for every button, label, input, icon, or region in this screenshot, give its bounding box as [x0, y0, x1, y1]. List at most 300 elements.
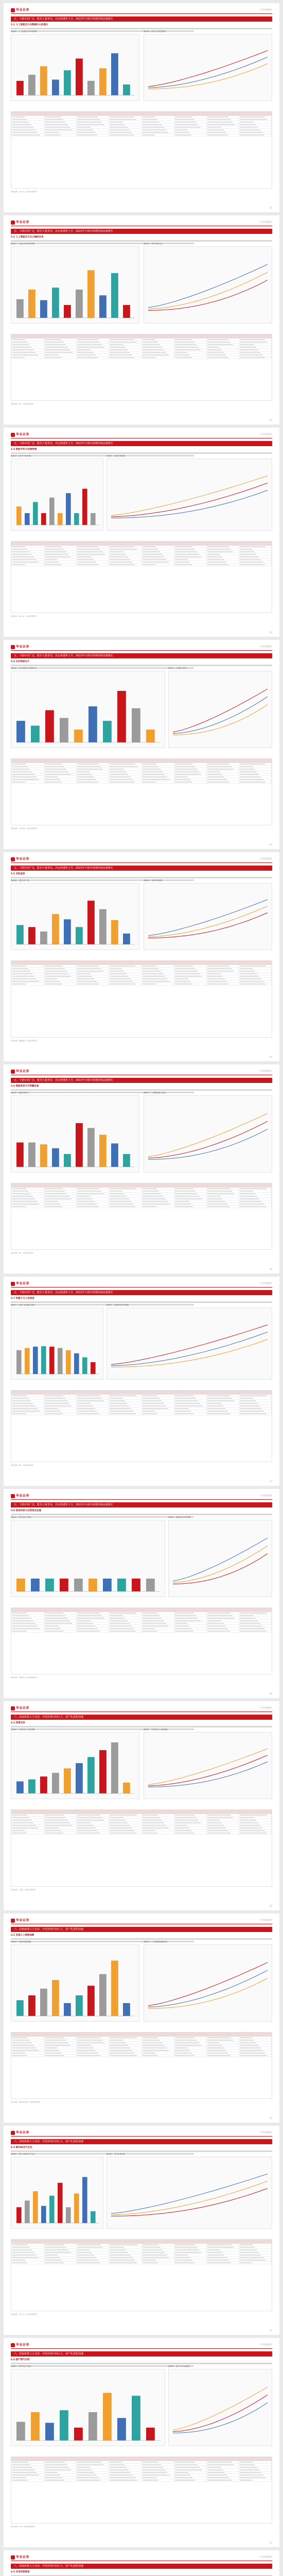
- table-header-cell: [44, 2033, 77, 2037]
- table-cell: [174, 1413, 206, 1415]
- decorative-line-graphic: [169, 671, 272, 748]
- bar-shape: [99, 909, 107, 944]
- trend-line: [111, 1325, 268, 1365]
- report-type-label: 行业深度报告: [260, 1282, 272, 1284]
- figure-b: [168, 1520, 272, 1597]
- text-line: [11, 879, 194, 881]
- table-cell: [109, 983, 142, 986]
- trend-line: [173, 1554, 268, 1584]
- table-cell: [206, 1206, 239, 1208]
- bar-shape: [16, 925, 24, 944]
- logo-mark-icon: [11, 2555, 15, 2560]
- body-paragraph: [11, 27, 272, 33]
- table-cell: [142, 1832, 174, 1835]
- logo-text: 华金证券: [16, 2555, 30, 2559]
- table-header-cell: [174, 961, 206, 965]
- bar-shape: [111, 53, 118, 95]
- figure-a: [11, 1732, 139, 1799]
- report-type-label: 行业深度报告: [260, 1919, 272, 1921]
- bar-shape: [58, 1348, 63, 1374]
- table-header-cell: [44, 542, 77, 546]
- table-cell: [142, 1206, 174, 1208]
- bar-shape: [74, 513, 79, 525]
- figure-a-caption: 图表60：国内主要AI芯片企业: [11, 2153, 35, 2155]
- table-cell: [142, 564, 174, 566]
- table-cell: [109, 1630, 142, 1633]
- table-header-cell: [44, 335, 77, 338]
- decorative-bar-graphic: [11, 884, 139, 950]
- logo-text: 华金证券: [16, 857, 30, 861]
- brand-logo: [11, 432, 29, 437]
- bar-shape: [123, 934, 130, 944]
- table-cell: [239, 2055, 271, 2057]
- bar-shape: [91, 513, 96, 525]
- text-line: [11, 243, 194, 244]
- table-header-cell: [12, 542, 44, 546]
- table-header-cell: [12, 961, 44, 965]
- figure-a-caption: 图表56：中国AI芯片市场规模: [11, 1728, 35, 1731]
- bar-shape: [111, 1742, 118, 1793]
- bar-shape: [87, 1986, 95, 2016]
- figure-b-caption: 图表47：车载算力需求: [168, 667, 187, 669]
- page-number: 52: [269, 2541, 272, 2544]
- table-cell: [206, 1832, 239, 1835]
- table-header-cell: [206, 542, 239, 546]
- page-topbar: [11, 2342, 272, 2349]
- subsection-title: 6.3 国内AI芯片企业: [11, 2146, 32, 2149]
- table-header-cell: [239, 1391, 271, 1395]
- report-page: [4, 1064, 279, 1274]
- table-cell: [77, 134, 109, 137]
- logo-mark-icon: [11, 2131, 15, 2135]
- page-number: 48: [269, 1692, 272, 1695]
- table-header-cell: [12, 1810, 44, 1814]
- report-type-label: 行业深度报告: [260, 433, 272, 435]
- figure-a: [11, 1520, 165, 1597]
- page-number: 45: [269, 1056, 272, 1058]
- table-cell: [142, 2262, 174, 2264]
- bar-shape: [132, 2396, 140, 2441]
- page-topbar: [11, 1493, 272, 1500]
- bar-shape: [89, 2412, 97, 2441]
- data-table: [11, 1391, 272, 1415]
- table-header-cell: [109, 2458, 142, 2461]
- text-line: [11, 877, 272, 878]
- table-cell: [109, 1206, 142, 1208]
- table-header-cell: [44, 112, 77, 116]
- bar-shape: [41, 1346, 46, 1374]
- page-number: 46: [269, 1268, 272, 1270]
- trend-line: [148, 1113, 268, 1157]
- bar-shape: [40, 1776, 47, 1793]
- figure-a: [11, 2157, 103, 2229]
- table-header-row: [12, 335, 272, 338]
- table-cell: [109, 2055, 142, 2057]
- bar-shape: [123, 84, 130, 95]
- table-header-cell: [109, 542, 142, 546]
- logo-mark-icon: [11, 1919, 15, 1923]
- logo-mark-icon: [11, 1070, 15, 1074]
- figure-b: [144, 883, 272, 950]
- table-header-cell: [206, 1184, 239, 1188]
- bar-shape: [45, 2423, 54, 2441]
- table-header-row: [12, 542, 272, 546]
- text-line: [11, 667, 194, 669]
- table-cell: [77, 781, 109, 784]
- figure-b: [168, 2369, 272, 2446]
- page-topbar: [11, 1918, 272, 1924]
- table-cell: [239, 1832, 271, 1835]
- logo-mark-icon: [11, 221, 15, 225]
- table-header-row: [12, 112, 272, 116]
- table-header-cell: [109, 335, 142, 338]
- table-header-cell: [77, 112, 109, 116]
- figure-a: [11, 34, 139, 101]
- figure-b-caption: 图表61：国产化率变化: [107, 2153, 125, 2155]
- table-header-cell: [77, 2033, 109, 2037]
- decorative-bar-graphic: [11, 35, 139, 100]
- logo-text: 华金证券: [16, 2131, 30, 2134]
- section-header: 六、国家政策大力支持，中国市场空间巨大，国产化进程加速: [11, 1927, 272, 1932]
- figure-b-caption: 图表55：智能语音市场规模: [168, 1516, 190, 1518]
- bar-shape: [58, 513, 63, 525]
- trend-line: [148, 280, 268, 311]
- figure-b: [144, 1944, 272, 2022]
- body-paragraph: [11, 451, 272, 457]
- table-header-cell: [142, 1184, 174, 1188]
- figure-c-table: [11, 1390, 272, 1462]
- table-cell: [109, 1832, 142, 1835]
- table-header-cell: [174, 1608, 206, 1612]
- table-cell: [12, 781, 44, 784]
- bar-shape: [117, 2418, 126, 2441]
- table-cell: [142, 2055, 174, 2057]
- table-cell: [239, 1206, 271, 1208]
- logo-text: 华金证券: [16, 1494, 30, 1498]
- table-cell: [109, 134, 142, 137]
- trend-line: [148, 50, 268, 87]
- text-line: [11, 1726, 272, 1727]
- trend-line: [111, 2189, 268, 2216]
- figure-b: [107, 2157, 272, 2229]
- bar-shape: [33, 1347, 38, 1374]
- data-table: [11, 334, 272, 359]
- page-topbar: [11, 856, 272, 863]
- bar-shape: [91, 1362, 96, 1374]
- bar-shape: [76, 290, 83, 318]
- table-cell: [77, 1630, 109, 1633]
- table-cell: [206, 2055, 239, 2057]
- bar-shape: [132, 1579, 140, 1591]
- page-number: 41: [269, 207, 272, 209]
- report-page: [4, 1913, 279, 2123]
- table-header-cell: [206, 2240, 239, 2244]
- bar-shape: [31, 2412, 40, 2441]
- report-type-label: 行业深度报告: [260, 2343, 272, 2346]
- bar-shape: [64, 70, 71, 95]
- report-type-label: 行业深度报告: [260, 1070, 272, 1072]
- table-header-row: [12, 2240, 272, 2244]
- bar-shape: [16, 2207, 22, 2223]
- bar-shape: [45, 1579, 54, 1591]
- bar-shape: [146, 2428, 155, 2441]
- table-header-cell: [77, 542, 109, 546]
- table-cell: [206, 2479, 239, 2482]
- table-header-cell: [206, 2458, 239, 2461]
- decorative-line-graphic: [144, 1945, 272, 2021]
- figure-c-table: [11, 2032, 272, 2099]
- trend-line: [148, 913, 268, 938]
- table-cell: [174, 357, 206, 359]
- table-header-cell: [77, 1391, 109, 1395]
- table-header-cell: [239, 112, 271, 116]
- trend-line: [173, 705, 268, 735]
- page-topbar: [11, 644, 272, 651]
- figure-a: [11, 1944, 139, 2022]
- table-header-cell: [109, 961, 142, 965]
- table-header-cell: [239, 2240, 271, 2244]
- trend-line: [111, 1340, 268, 1367]
- table-header-cell: [206, 1391, 239, 1395]
- table-cell: [239, 357, 271, 359]
- bar-shape: [103, 1579, 112, 1591]
- table-header-cell: [12, 2458, 44, 2461]
- figure-a-caption: 图表40：人工智能芯片市场规模: [11, 30, 37, 32]
- report-page: [4, 3, 279, 212]
- bar-shape: [66, 2207, 71, 2223]
- subsection-title: 5.2 人工智能芯片在云端的应用: [11, 236, 44, 239]
- bar-shape: [33, 2191, 38, 2223]
- source-note: 资料来源：公司官网，华金证券研究所: [11, 827, 38, 829]
- text-line: [11, 1089, 272, 1091]
- bar-shape: [82, 2177, 87, 2223]
- bar-shape: [117, 691, 126, 742]
- bar-shape: [28, 1995, 36, 2016]
- bar-shape: [16, 1579, 25, 1591]
- report-type-label: 行业深度报告: [260, 857, 272, 860]
- logo-mark-icon: [11, 2343, 15, 2347]
- table-cell: [206, 357, 239, 359]
- subsection-title: 6.2 各国人工智能战略: [11, 1934, 34, 1937]
- table-cell: [44, 564, 77, 566]
- report-type-label: 行业深度报告: [260, 221, 272, 223]
- source-note: 资料来源：公司公告，华金证券研究所: [11, 191, 38, 193]
- table-cell: [174, 564, 206, 566]
- trend-line: [148, 1749, 268, 1785]
- table-header-cell: [142, 112, 174, 116]
- page-topbar: [11, 2130, 272, 2137]
- logo-text: 华金证券: [16, 221, 30, 224]
- page-topbar: [11, 1281, 272, 1287]
- trend-line: [173, 689, 268, 732]
- figure-c-table: [11, 334, 272, 401]
- table-row: [12, 1206, 272, 1208]
- figure-a: [11, 671, 165, 748]
- bar-shape: [40, 1989, 47, 2016]
- body-paragraph: [11, 2362, 272, 2368]
- table-cell: [239, 1630, 271, 1633]
- body-paragraph: [11, 876, 272, 882]
- table-cell: [109, 564, 142, 566]
- source-note: 资料来源：IDC，华金证券研究所: [11, 1252, 34, 1254]
- trend-line: [173, 1538, 268, 1581]
- bar-shape: [52, 1148, 59, 1167]
- table-header-cell: [77, 1810, 109, 1814]
- source-note: 资料来源：各国政府官网，华金证券研究所: [11, 2101, 41, 2103]
- bar-shape: [82, 1358, 87, 1374]
- subsection-title: 5.7 机器人与工业视觉: [11, 1297, 34, 1300]
- figure-a-caption: 图表52：全球工业机器人销量: [11, 1304, 35, 1306]
- table-header-cell: [44, 1608, 77, 1612]
- table-cell: [206, 2262, 239, 2264]
- table-header-cell: [142, 335, 174, 338]
- trend-line: [173, 2403, 268, 2433]
- table-header-cell: [44, 2240, 77, 2244]
- subsection-title: 5.1 人工智能芯片在数据中心的增长: [11, 24, 48, 26]
- bar-shape: [74, 2194, 79, 2224]
- figure-a: [11, 883, 139, 950]
- data-table: [11, 759, 272, 784]
- data-table: [11, 961, 272, 986]
- bar-shape: [146, 1579, 155, 1591]
- table-cell: [12, 2262, 44, 2264]
- bar-shape: [41, 513, 46, 525]
- bar-shape: [117, 1579, 126, 1591]
- decorative-bar-graphic: [11, 1733, 139, 1799]
- brand-logo: [11, 1281, 29, 1286]
- subsection-title: 5.4 自动驾驶芯片: [11, 660, 30, 663]
- decorative-line-graphic: [107, 1308, 272, 1379]
- figure-a-caption: 图表62：国产AI芯片营收: [11, 2365, 31, 2367]
- body-paragraph: [11, 1300, 272, 1307]
- text-line: [11, 1092, 194, 1093]
- trend-line: [148, 1762, 268, 1787]
- figure-a: [11, 1308, 103, 1380]
- text-line: [11, 1514, 272, 1515]
- bar-shape: [111, 1961, 118, 2016]
- report-page: [4, 2338, 279, 2547]
- figure-a-caption: 图表48：安防芯片产品: [11, 879, 29, 882]
- bar-shape: [64, 1768, 71, 1793]
- bar-shape: [40, 300, 47, 318]
- figure-c-table: [11, 1607, 272, 1674]
- bar-shape: [41, 2206, 46, 2223]
- table-cell: [109, 781, 142, 784]
- bar-shape: [76, 1763, 83, 1793]
- table-cell: [77, 983, 109, 986]
- source-note: 资料来源：海康威视，华金证券研究所: [11, 1040, 38, 1042]
- table-header-cell: [174, 2033, 206, 2037]
- bar-shape: [16, 81, 24, 95]
- trend-line: [148, 64, 268, 89]
- report-page: [4, 1701, 279, 1910]
- brand-logo: [11, 1493, 29, 1498]
- report-page: [4, 640, 279, 849]
- table-cell: [206, 1413, 239, 1415]
- bar-shape: [40, 931, 47, 944]
- bar-shape: [52, 80, 59, 95]
- text-line: [11, 452, 272, 454]
- section-header: 五、下游应用广泛，能否大量普及，决定渗透率上升，2022年全球市场将持续高速增长: [11, 1078, 272, 1083]
- table-header-cell: [12, 759, 44, 763]
- brand-logo: [11, 2342, 29, 2347]
- table-header-cell: [142, 1391, 174, 1395]
- table-cell: [12, 1630, 44, 1633]
- table-cell: [174, 983, 206, 986]
- table-cell: [44, 1630, 77, 1633]
- section-header: 五、下游应用广泛，能否大量普及，决定渗透率上升，2022年全球市场将持续高速增长: [11, 866, 272, 871]
- text-line: [11, 2153, 194, 2155]
- trend-line: [148, 1129, 268, 1160]
- table-cell: [174, 2055, 206, 2057]
- page-topbar: [11, 1069, 272, 1075]
- table-cell: [109, 2479, 142, 2482]
- report-type-label: 行业深度报告: [260, 1706, 272, 1709]
- table-header-cell: [77, 2458, 109, 2461]
- logo-text: 华金证券: [16, 433, 30, 436]
- section-header: 五、下游应用广泛，能否大量普及，决定渗透率上升，2022年全球市场将持续高速增长: [11, 653, 272, 658]
- decorative-bar-graphic: [11, 1520, 165, 1597]
- table-header-cell: [206, 961, 239, 965]
- bar-shape: [76, 1123, 83, 1167]
- page-number: 42: [269, 419, 272, 421]
- figure-b-caption: 图表45：边缘计算架构: [107, 455, 125, 457]
- trend-line: [111, 490, 268, 518]
- table-cell: [12, 983, 44, 986]
- decorative-line-graphic: [144, 1733, 272, 1799]
- table-header-cell: [44, 1391, 77, 1395]
- subsection-title: 6.4 国产替代空间: [11, 2359, 30, 2361]
- table-header-cell: [44, 759, 77, 763]
- decorative-line-graphic: [107, 2157, 272, 2228]
- table-header-cell: [12, 1184, 44, 1188]
- table-header-row: [12, 1184, 272, 1188]
- table-header-cell: [174, 759, 206, 763]
- report-page: [4, 428, 279, 637]
- table-cell: [174, 2479, 206, 2482]
- table-cell: [206, 983, 239, 986]
- table-cell: [44, 983, 77, 986]
- bar-shape: [28, 75, 36, 95]
- bar-shape: [87, 270, 95, 318]
- bar-shape: [16, 299, 24, 318]
- table-cell: [12, 134, 44, 137]
- figure-c-table: [11, 2239, 272, 2311]
- table-row: [12, 1630, 272, 1633]
- bar-shape: [49, 2196, 55, 2223]
- table-header-cell: [12, 2240, 44, 2244]
- bar-shape: [87, 901, 95, 944]
- bar-shape: [16, 1350, 22, 1374]
- table-cell: [109, 357, 142, 359]
- bar-shape: [89, 1579, 97, 1591]
- decorative-line-graphic: [169, 1520, 272, 1597]
- bar-shape: [25, 2200, 30, 2223]
- bar-shape: [87, 81, 95, 95]
- table-header-row: [12, 961, 272, 965]
- section-header: 六、国家政策大力支持，中国市场空间巨大，国产化进程加速: [11, 1715, 272, 1720]
- bar-shape: [28, 927, 36, 944]
- table-header-cell: [12, 112, 44, 116]
- figure-a: [11, 2369, 165, 2446]
- table-cell: [12, 1206, 44, 1208]
- table-header-cell: [12, 1391, 44, 1395]
- trend-line: [148, 264, 268, 308]
- table-header-cell: [77, 1608, 109, 1612]
- page-number: 51: [269, 2329, 272, 2332]
- bar-shape: [40, 1144, 47, 1167]
- table-header-row: [12, 2458, 272, 2461]
